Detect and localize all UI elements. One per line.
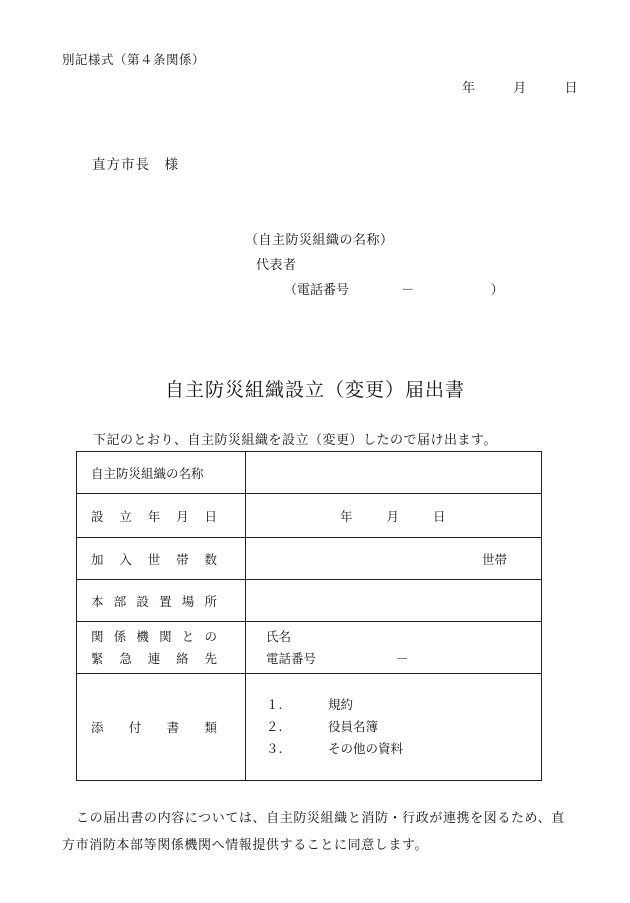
org-name-label: 自主防災組織の名称 <box>77 452 246 494</box>
row-org-name <box>77 452 542 494</box>
established-day-label: 日 <box>433 508 446 524</box>
applicant-representative-label: 代表者 <box>256 258 297 273</box>
label-char: 設 <box>136 593 149 609</box>
established-year-label: 年 <box>340 508 353 524</box>
households-unit: 世帯 <box>481 551 507 567</box>
label-char: 所 <box>204 593 217 609</box>
phone-open-label: （電話番号 <box>284 283 350 298</box>
attachment-name: 役員名簿 <box>328 719 379 734</box>
attachment-number: １. <box>266 697 283 712</box>
applicant-org-name-label: （自主防災組織の名称） <box>245 233 394 248</box>
label-char: 部 <box>113 593 127 609</box>
label-char: 日 <box>204 508 217 524</box>
submission-date <box>462 77 578 96</box>
households-value[interactable] <box>246 538 542 580</box>
label-char: 付 <box>128 720 142 735</box>
addressee: 直方市長 様 <box>92 157 179 173</box>
established-date-label <box>77 494 246 538</box>
label-char: 係 <box>113 628 127 644</box>
notification-form-table <box>76 451 542 781</box>
row-households <box>77 538 542 580</box>
row-hq-location <box>77 580 542 622</box>
attachment-number: ３. <box>266 741 283 756</box>
row-emergency-contact <box>77 622 542 674</box>
hq-location-value[interactable] <box>246 580 542 622</box>
label-char: 本 <box>91 593 104 609</box>
established-month-label: 月 <box>386 508 400 524</box>
intro-text: 下記のとおり、自主防災組織を設立（変更）したので届け出ます。 <box>93 433 497 448</box>
label-char: 設 <box>91 508 104 524</box>
phone-close: ） <box>490 283 504 298</box>
label-char: 関 <box>91 628 104 644</box>
phone-dash: － <box>401 283 415 298</box>
attachment-item <box>266 716 541 738</box>
org-name-value[interactable] <box>246 452 542 494</box>
label-char: 書 <box>166 720 180 735</box>
contact-name-label: 氏名 <box>266 628 292 644</box>
attachment-name: 規約 <box>328 697 354 712</box>
label-char: の <box>204 628 217 644</box>
label-char: 連 <box>147 650 161 666</box>
emergency-contact-label <box>77 622 246 674</box>
label-char: 先 <box>204 650 217 666</box>
attachment-item <box>266 694 541 716</box>
label-char: 場 <box>181 593 195 609</box>
applicant-phone-line <box>284 279 504 298</box>
consent-statement: この届出書の内容については、自主防災組織と消防・行政が連携を図るため、直方市消防本部等関係機関へ情報提供することに同意します。 <box>62 811 565 853</box>
established-date-value[interactable] <box>246 494 542 538</box>
label-char: 置 <box>159 593 172 609</box>
label-char: 緊 <box>91 650 104 666</box>
label-char: 機 <box>136 628 149 644</box>
label-char: 月 <box>176 508 189 524</box>
attachment-name: その他の資料 <box>328 741 404 756</box>
label-char: 加 <box>91 551 104 567</box>
row-established-date <box>77 494 542 538</box>
label-char: 絡 <box>176 650 189 666</box>
label-char: 関 <box>159 628 172 644</box>
label-char: 世 <box>147 551 161 567</box>
label-char: 入 <box>119 551 132 567</box>
document-title: 自主防災組織設立（変更）届出書 <box>164 379 465 401</box>
label-char: 急 <box>119 650 132 666</box>
contact-phone-line <box>266 648 541 670</box>
label-char: 添 <box>91 720 104 735</box>
label-char: 帯 <box>176 551 189 567</box>
label-char: 年 <box>147 508 161 524</box>
date-month-label: 月 <box>513 81 527 96</box>
label-char: 類 <box>204 720 217 735</box>
row-attachments <box>77 674 542 781</box>
date-year-label: 年 <box>462 81 476 96</box>
label-char: 数 <box>204 551 217 567</box>
attachments-list <box>246 674 542 781</box>
form-style-label: 別記様式（第４条関係） <box>62 52 206 67</box>
attachment-number: ２. <box>266 719 283 734</box>
attachment-item <box>266 738 541 760</box>
label-char: と <box>181 628 195 644</box>
emergency-contact-value[interactable] <box>246 622 542 674</box>
attachments-label <box>77 674 246 781</box>
contact-phone-label: 電話番号 <box>266 650 317 666</box>
date-day-label: 日 <box>564 81 578 96</box>
households-label <box>77 538 246 580</box>
contact-phone-dash: － <box>396 650 409 666</box>
hq-location-label <box>77 580 246 622</box>
label-char: 立 <box>119 508 132 524</box>
